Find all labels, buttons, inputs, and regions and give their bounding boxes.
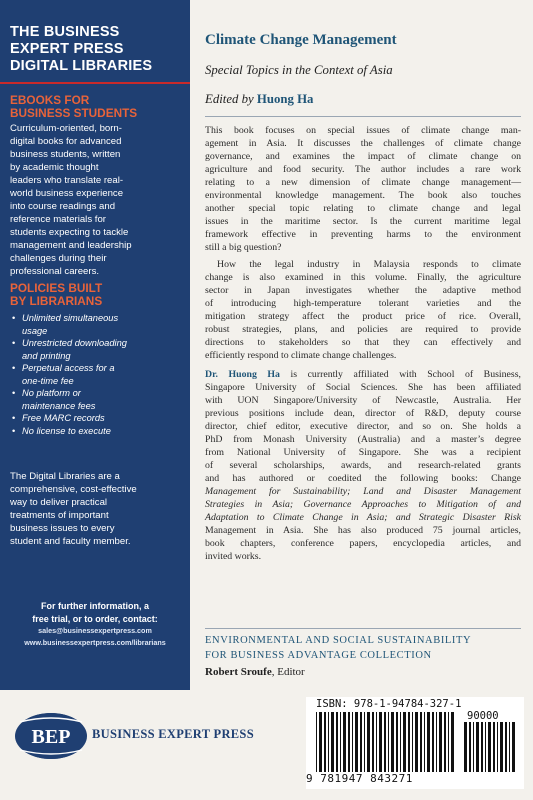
barcode-bar — [464, 722, 467, 772]
barcode-bar — [476, 722, 479, 772]
barcode-bar — [420, 712, 422, 772]
title-divider — [205, 116, 521, 117]
policies-section-title: POLICIES BUILT BY LIBRARIANS — [10, 281, 103, 308]
publisher-name: BUSINESS EXPERT PRESS — [92, 727, 254, 741]
barcode-bar — [415, 712, 418, 772]
barcode-bar — [340, 712, 341, 772]
logo-text: BEP — [31, 726, 71, 748]
ebooks-section-title: EBOOKS FOR BUSINESS STUDENTS — [10, 93, 138, 120]
barcode-bar — [328, 712, 329, 772]
barcode-bar — [379, 712, 382, 772]
barcode-bar — [424, 712, 425, 772]
book-editor — [205, 92, 313, 107]
barcode-bar — [512, 722, 515, 772]
digital-libraries-heading: THE BUSINESS EXPERT PRESS DIGITAL LIBRARIES — [10, 24, 153, 74]
barcode-bar — [316, 712, 317, 772]
list-item: • No license to execute — [12, 425, 188, 438]
barcode-bar — [364, 712, 365, 772]
barcode-bar — [448, 712, 449, 772]
barcode-bar — [384, 712, 386, 772]
digital-libraries-body: The Digital Libraries are a comprehensive, cost-effective way to deliver practical treatments of important business issues to every student and faculty member. — [10, 471, 137, 547]
policies-list — [12, 312, 188, 437]
list-item: • Unlimited simultaneous usage — [12, 312, 188, 337]
barcode-bar — [400, 712, 401, 772]
barcode-bar — [319, 712, 322, 772]
list-item: • No platform or maintenance fees — [12, 387, 188, 412]
barcode-bar — [348, 712, 350, 772]
barcode-bar — [352, 712, 353, 772]
barcode-bar — [485, 722, 486, 772]
barcode-bar — [473, 722, 474, 772]
barcode-number: 9 781947 843271 — [306, 772, 413, 785]
barcode-bar — [391, 712, 394, 772]
description-paragraph-1: This book focuses on special issues of climate change man- agement in Asia. It discusses the challenges of climate change governance, and examines the impact of climate change on agriculture and food security. The author includes a rare work relating to a new dimension of climate change management— environmental knowledge management. The book also touches another special topic relating to climate change and legal issues in the maritime sector. Is the current maritime legal framework effective in preventing harms to the environment still a big question? — [205, 125, 521, 253]
librarians-url-link[interactable]: www.businessexpertpress.com/librarians — [24, 638, 166, 647]
series-editor: Robert Sroufe, Editor — [205, 666, 305, 678]
barcode-bar — [497, 722, 498, 772]
barcode-bar — [427, 712, 430, 772]
ebooks-section-body: Curriculum-oriented, born- digital books for advanced business students, written by academic thought leaders who translate real- world business experience into course readings and reference materials for students expecting to tackle management and leadership challenges during their professional careers. — [10, 123, 132, 277]
barcode-bar — [331, 712, 334, 772]
barcode-bar — [343, 712, 346, 772]
series-divider — [205, 628, 521, 629]
isbn-text: ISBN: 978-1-94784-327-1 — [316, 698, 462, 710]
barcode-bar — [355, 712, 358, 772]
barcode-bar — [444, 712, 446, 772]
sidebar-panel — [0, 0, 190, 690]
barcode-bar — [324, 712, 326, 772]
barcode-bar — [469, 722, 471, 772]
barcode-bar — [408, 712, 410, 772]
list-item: • Unrestricted downloading and printing — [12, 337, 188, 362]
barcode-bar — [388, 712, 389, 772]
barcode-bar — [432, 712, 434, 772]
barcode-bar — [367, 712, 370, 772]
description-paragraph-2: How the legal industry in Malaysia responds to climate change is also examined in this volume. Finally, the agriculture sector in Japan investigates whether the adaptive method of introducing high-temperature tolerant varieties and the mitigation strategy affect the product price of rice. Overall, robust strategies, plans, and policies are required to provide directions to stakeholders so that they can effectively and efficiently respond to climate change challenges. — [205, 259, 521, 361]
series-title: ENVIRONMENTAL AND SOCIAL SUSTAINABILITY FOR BUSINESS ADVANTAGE COLLECTION — [205, 635, 472, 661]
barcode-bar — [509, 722, 510, 772]
barcode-bar — [403, 712, 406, 772]
barcode-bar — [500, 722, 503, 772]
bep-logo — [14, 712, 88, 760]
list-item: • Free MARC records — [12, 412, 188, 425]
barcode-bar — [436, 712, 437, 772]
book-subtitle: Special Topics in the Context of Asia — [205, 63, 393, 77]
barcode-bar — [488, 722, 491, 772]
contact-info: For further information, a free trial, or to order, contact: sales@businessexpertpress.com www.businessexpertpress.com/librarians — [10, 600, 180, 649]
barcode-bar — [336, 712, 338, 772]
barcode-bar — [412, 712, 413, 772]
sidebar-divider — [0, 82, 190, 84]
barcode-bar — [451, 712, 454, 772]
barcode-bar — [505, 722, 507, 772]
barcode-bar — [493, 722, 495, 772]
barcode-addon — [464, 722, 518, 772]
barcode-bar — [376, 712, 377, 772]
barcode-main — [316, 712, 456, 772]
barcode-bar — [481, 722, 483, 772]
author-name: Dr. Huong Ha — [205, 369, 280, 380]
barcode-bar — [372, 712, 374, 772]
edited-by-label: Edited by — [205, 92, 254, 106]
book-title: Climate Change Management — [205, 32, 397, 48]
barcode-bar — [396, 712, 398, 772]
price-addon-number: 90000 — [467, 710, 499, 722]
editor-name: Huong Ha — [256, 92, 314, 106]
barcode-bar — [439, 712, 442, 772]
barcode-bar — [360, 712, 362, 772]
list-item: • Perpetual access for a one-time fee — [12, 362, 188, 387]
sales-email-link[interactable]: sales@businessexpertpress.com — [38, 626, 152, 635]
author-bio-paragraph: Dr. Huong Ha is currently affiliated with School of Business, Singapore University of Social Sciences. She has been affiliated with UON Singapore/University of Newcastle, Australia. Her previous positions include dean, director of R&D, deputy course director, chief editor, executive director, and so on. She holds a PhD from Monash University (Australia) and a master’s degree from National University of Singapore. She was a recipient of several scholarships, awards, and research-related grants and has authored or coedited the following books: Change Management for Sustainability; Land and Disaster Management Strategies in Asia; Governance Approaches to Mitigation of and Adaptation to Climate Change in Asia; and Strategic Disaster Risk Management in Asia. She has also produced 75 journal articles, book chapters, conference papers, encyclopedia articles, and invited works. — [205, 369, 521, 562]
